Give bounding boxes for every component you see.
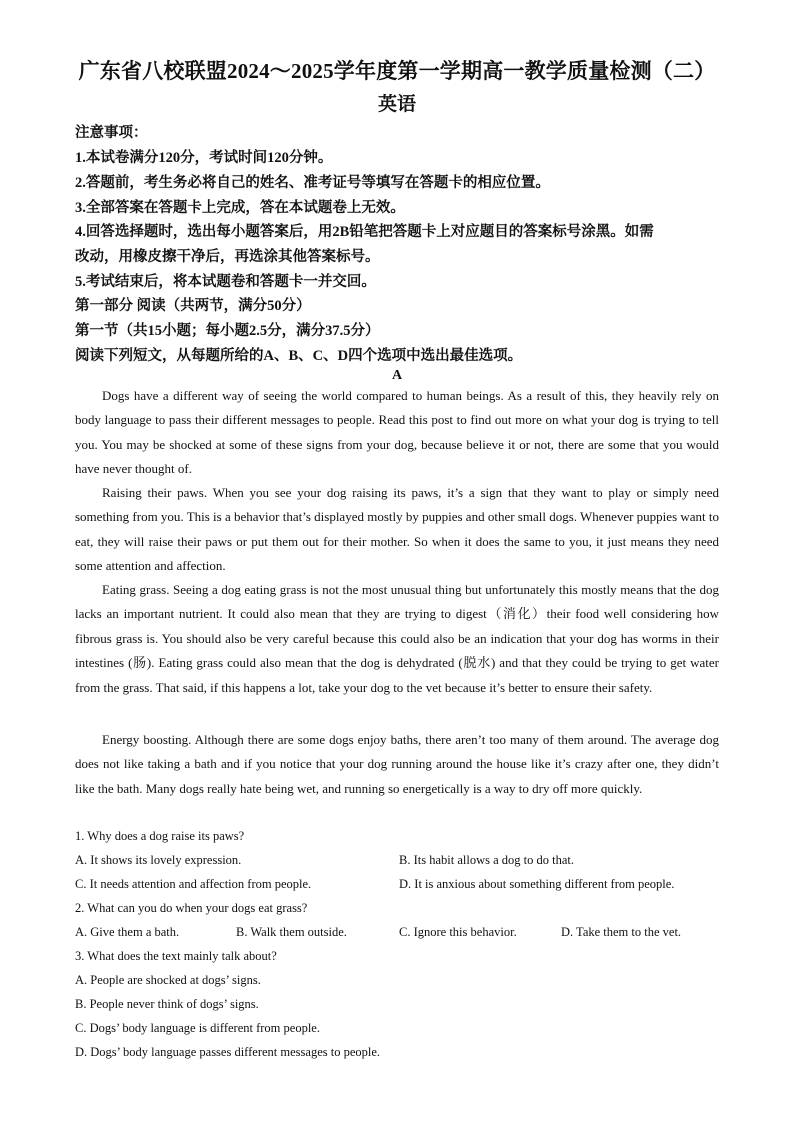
question-option: B. Its habit allows a dog to do that.	[399, 853, 574, 867]
subject-title: 英语	[377, 94, 416, 115]
passage-paragraph: Dogs have a different way of seeing the world compared to human beings. As a result of this, they heavily rely on body language to pass their different messages to people. Read this post to find out more on what your dog is trying to tell you. You may be shocked at some of these signs from your dog, because believe it or not, there are some that you would have never thought of.	[75, 388, 719, 477]
question-stem: 3. What does the text mainly talk about?	[75, 949, 277, 963]
question-option: A. Give them a bath.	[75, 925, 180, 939]
question-stem: 2. What can you do when your dogs eat grass?	[75, 901, 308, 915]
exam-title: 广东省八校联盟2024～2025学年度第一学期高一教学质量检测（二）	[78, 59, 716, 83]
question-option: C. Ignore this behavior.	[399, 925, 517, 939]
question-option: A. It shows its lovely expression.	[75, 853, 242, 867]
question-option: A. People are shocked at dogs’ signs.	[75, 973, 261, 987]
note-item: 5.考试结束后，将本试题卷和答题卡一并交回。	[75, 274, 376, 290]
passage-paragraph: Raising their paws. When you see your dog raising its paws, it’s a sign that they want to play or simply need something from you. This is a behavior that’s displayed mostly by puppies and other small dogs. Whenever puppies want to eat, they will raise their paws or put them out for their mother. So when it does the same to you, it just means they need some attention and affection.	[75, 485, 720, 574]
passage-label: A	[391, 368, 403, 383]
note-item: 1.本试卷满分120分，考试时间120分钟。	[75, 150, 333, 166]
part-heading: 第一部分 阅读（共两节，满分50分）	[75, 298, 311, 314]
passage-paragraph: Energy boosting. Although there are some dogs enjoy baths, there aren’t too many of them around. The average dog does not like taking a bath and if you notice that your dog running around the house like it’s crazy after one, they didn’t like the bath. Many dogs really hate being wet, and running so energetically is a way to dry off more quickly.	[75, 732, 719, 796]
question-option: B. People never think of dogs’ signs.	[75, 997, 259, 1011]
notes-heading: 注意事项：	[75, 125, 148, 141]
question-option: C. It needs attention and affection from people.	[75, 877, 312, 891]
question-option: D. Take them to the vet.	[561, 925, 682, 939]
question-stem: 1. Why does a dog raise its paws?	[75, 829, 245, 843]
passage-paragraph: Eating grass. Seeing a dog eating grass is not the most unusual thing but unfortunately this mostly means that the dog lacks an important nutrient. It could also mean that they are trying to digest（消化）their food well considering how fibrous grass is. You should also be very careful because this could also be an indication that your dog has worms in their intestines (肠). Eating grass could also mean that the dog is dehydrated (脱水) and that they could be trying to get water from the grass. That said, if this happens a lot, take your dog to the vet because it’s better to ensure their safety.	[75, 582, 719, 695]
question-option: C. Dogs’ body language is different from people.	[75, 1021, 320, 1035]
note-item: 2.答题前，考生务必将自己的姓名、准考证号等填写在答题卡的相应位置。	[75, 175, 550, 191]
note-item: 4.回答选择题时，选出每小题答案后，用2B铅笔把答题卡上对应题目的答案标号涂黑。如需	[75, 224, 654, 240]
question-option: D. Dogs’ body language passes different messages to people.	[75, 1045, 381, 1059]
note-item: 3.全部答案在答题卡上完成，答在本试题卷上无效。	[75, 200, 405, 216]
section-heading: 第一节（共15小题；每小题2.5分，满分37.5分）	[75, 323, 380, 339]
question-option: B. Walk them outside.	[236, 925, 347, 939]
question-option: D. It is anxious about something different from people.	[399, 877, 675, 891]
note-item: 改动，用橡皮擦干净后，再选涂其他答案标号。	[75, 249, 380, 265]
instruction-text: 阅读下列短文，从每题所给的A、B、C、D四个选项中选出最佳选项。	[75, 348, 523, 364]
